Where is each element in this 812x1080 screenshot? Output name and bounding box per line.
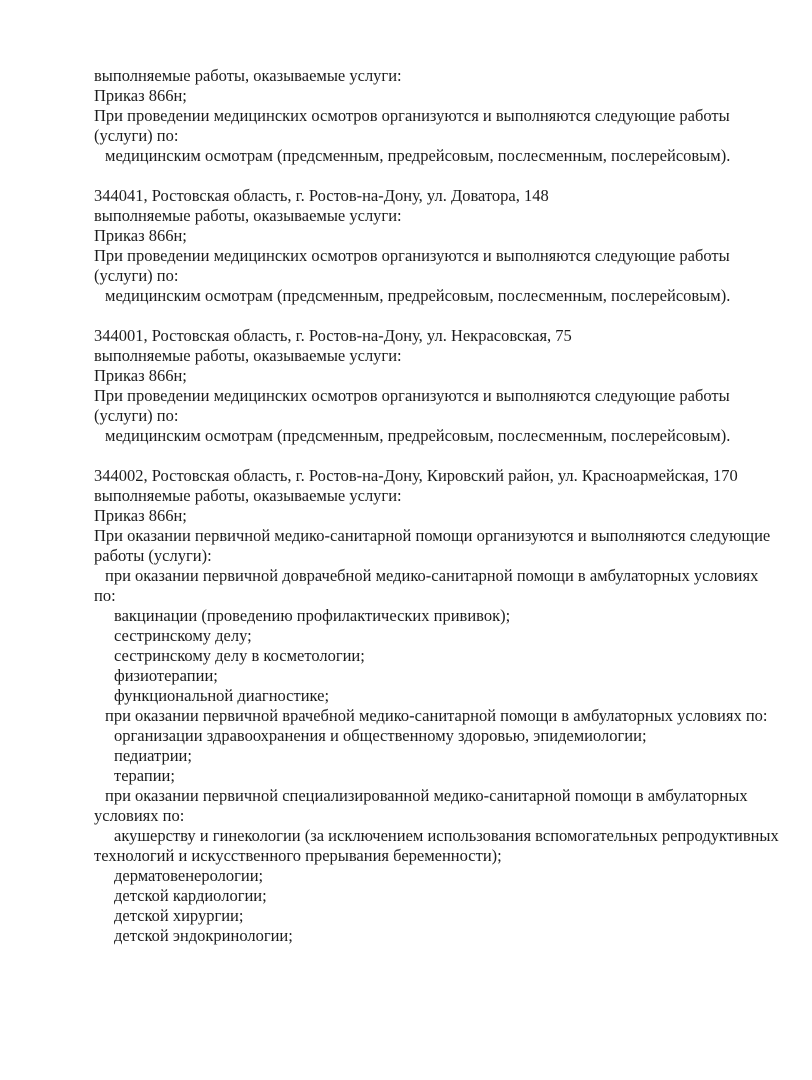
document-line: по: [94, 586, 116, 605]
document-line: (услуги) по: [94, 126, 179, 145]
document-section [94, 326, 790, 446]
document-line: Приказ 866н; [94, 226, 187, 245]
document-line: При проведении медицинских осмотров организуются и выполняются следующие работы [94, 106, 730, 125]
document-line: выполняемые работы, оказываемые услуги: [94, 346, 402, 365]
document-line: (услуги) по: [94, 406, 179, 425]
document-line: детской хирургии; [114, 906, 244, 925]
document-line: выполняемые работы, оказываемые услуги: [94, 66, 402, 85]
document-line: выполняемые работы, оказываемые услуги: [94, 486, 402, 505]
document-line: медицинским осмотрам (предсменным, предрейсовым, послесменным, послерейсовым). [105, 146, 731, 165]
document-line: организации здравоохранения и общественному здоровью, эпидемиологии; [114, 726, 647, 745]
document-line: условиях по: [94, 806, 185, 825]
document-line: функциональной диагностике; [114, 686, 330, 705]
document-line: при оказании первичной специализированной медико-санитарной помощи в амбулаторных [105, 786, 748, 805]
address-line: 344001, Ростовская область, г. Ростов-на-Дону, ул. Некрасовская, 75 [94, 326, 572, 345]
document-line: сестринскому делу; [114, 626, 252, 645]
document-line: работы (услуги): [94, 546, 212, 565]
document-line: педиатрии; [114, 746, 192, 765]
document-line: медицинским осмотрам (предсменным, предрейсовым, послесменным, послерейсовым). [105, 286, 731, 305]
document-line: при оказании первичной доврачебной медико-санитарной помощи в амбулаторных условиях [105, 566, 759, 585]
document-line: выполняемые работы, оказываемые услуги: [94, 206, 402, 225]
document-line: При проведении медицинских осмотров организуются и выполняются следующие работы [94, 386, 730, 405]
document-body [94, 66, 790, 946]
document-line: технологий и искусственного прерывания беременности); [94, 846, 502, 865]
address-line: 344041, Ростовская область, г. Ростов-на-Дону, ул. Доватора, 148 [94, 186, 549, 205]
document-line: детской кардиологии; [114, 886, 267, 905]
document-line: Приказ 866н; [94, 506, 187, 525]
document-line: детской эндокринологии; [114, 926, 293, 945]
document-line: физиотерапии; [114, 666, 218, 685]
document-line: медицинским осмотрам (предсменным, предрейсовым, послесменным, послерейсовым). [105, 426, 731, 445]
document-line: акушерству и гинекологии (за исключением использования вспомогательных репродуктивных [114, 826, 779, 845]
document-line: Приказ 866н; [94, 86, 187, 105]
document-line: при оказании первичной врачебной медико-санитарной помощи в амбулаторных условиях по: [105, 706, 768, 725]
document-line: сестринскому делу в косметологии; [114, 646, 365, 665]
document-section [94, 66, 790, 166]
document-line: дерматовенерологии; [114, 866, 264, 885]
document-line: Приказ 866н; [94, 366, 187, 385]
document-section [94, 186, 790, 306]
document-section [94, 466, 790, 946]
document-line: При проведении медицинских осмотров организуются и выполняются следующие работы [94, 246, 730, 265]
document-line: При оказании первичной медико-санитарной помощи организуются и выполняются следующие [94, 526, 771, 545]
document-line: терапии; [114, 766, 175, 785]
document-line: (услуги) по: [94, 266, 179, 285]
address-line: 344002, Ростовская область, г. Ростов-на-Дону, Кировский район, ул. Красноармейская, 170 [94, 466, 738, 485]
document-line: вакцинации (проведению профилактических прививок); [114, 606, 511, 625]
